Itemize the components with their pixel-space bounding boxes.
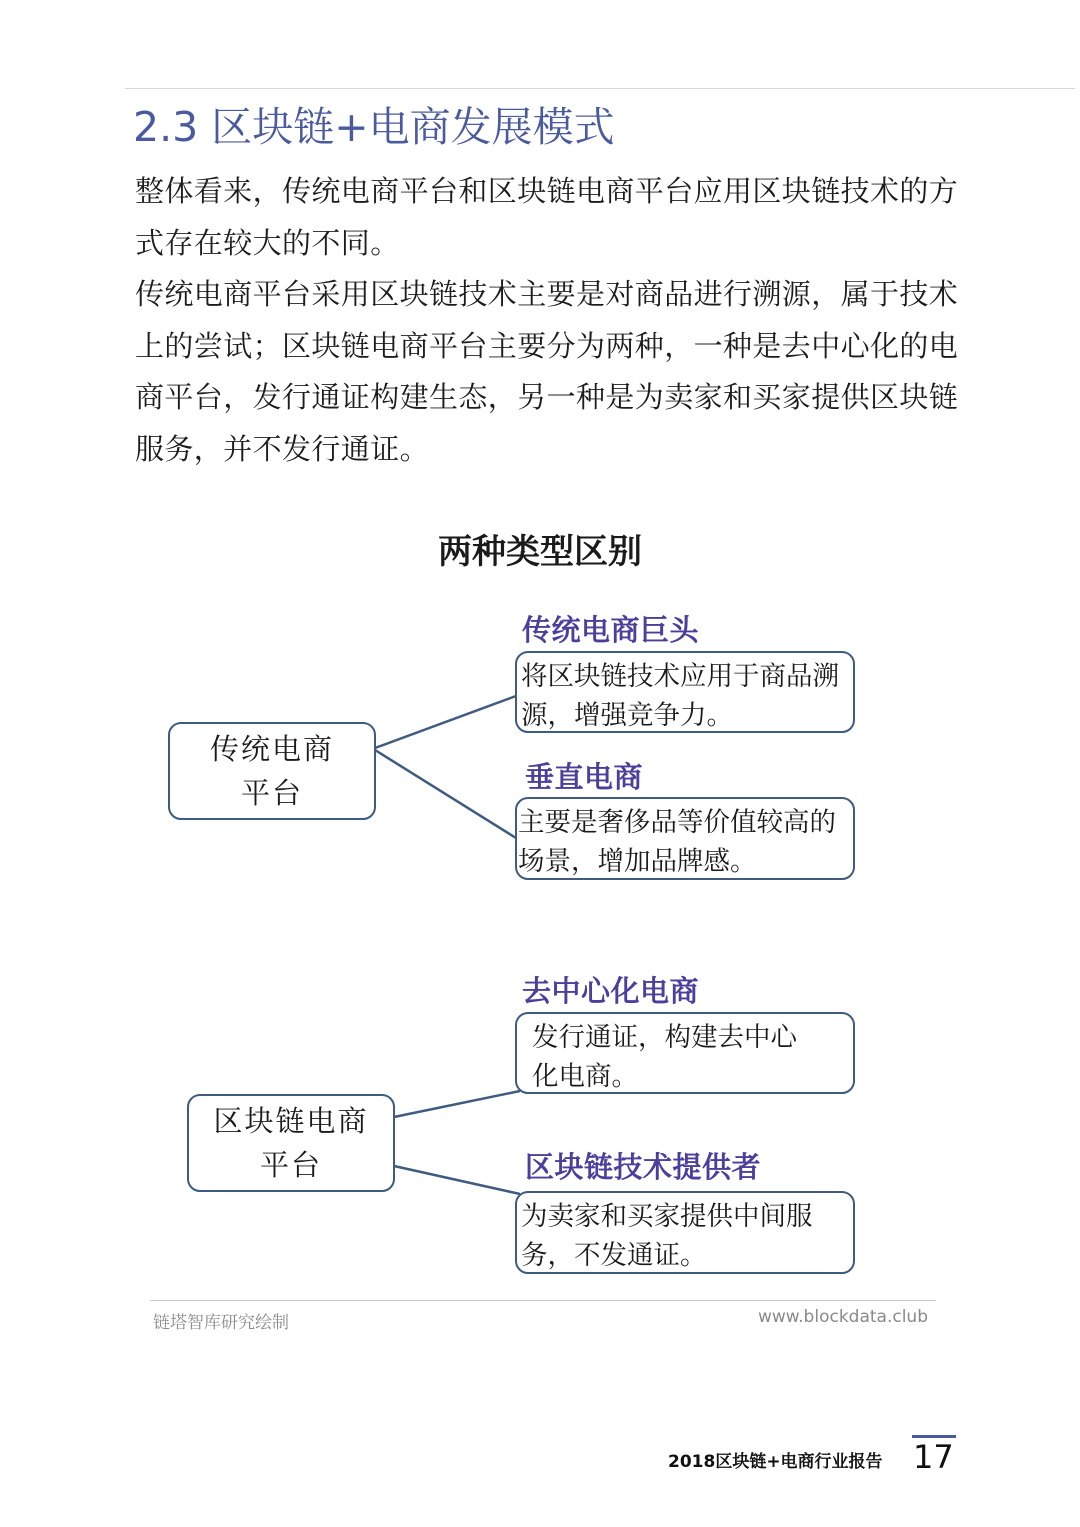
node-text: 场景，增加品牌感。 bbox=[518, 846, 757, 877]
node-traditional-platform bbox=[168, 722, 376, 820]
connector-line bbox=[375, 750, 516, 838]
connector-line bbox=[394, 1091, 520, 1117]
node-traditional-giants bbox=[515, 651, 855, 733]
page-number: 17 bbox=[913, 1438, 954, 1476]
node-text: 为卖家和买家提供中间服 bbox=[521, 1201, 813, 1232]
connector-line bbox=[375, 696, 516, 748]
report-title: 2018区块链+电商行业报告 bbox=[668, 1452, 883, 1472]
section-heading: 2.3 区块链+电商发展模式 bbox=[133, 103, 615, 151]
diagram-title: 两种类型区别 bbox=[438, 532, 642, 572]
branch-label-decentralized: 去中心化电商 bbox=[522, 974, 700, 1008]
connector-line bbox=[394, 1166, 520, 1194]
footer-rule bbox=[150, 1300, 936, 1301]
footer-source: 链塔智库研究绘制 bbox=[153, 1313, 289, 1333]
node-text: 主要是奢侈品等价值较高的 bbox=[518, 807, 836, 838]
node-tech-provider bbox=[515, 1191, 855, 1274]
branch-label-tech-provider: 区块链技术提供者 bbox=[525, 1150, 762, 1184]
node-decentralized bbox=[515, 1012, 855, 1094]
node-text: 将区块链技术应用于商品溯 bbox=[521, 661, 839, 692]
branch-label-traditional-giants: 传统电商巨头 bbox=[522, 613, 700, 647]
branch-label-vertical-ecommerce: 垂直电商 bbox=[525, 760, 644, 794]
node-label: 传统电商 bbox=[209, 732, 334, 766]
node-text: 源，增强竞争力。 bbox=[521, 700, 733, 731]
paragraph: 整体看来，传统电商平台和区块链电商平台应用区块链技术的方式存在较大的不同。 bbox=[135, 174, 959, 260]
node-label: 区块链电商 bbox=[213, 1104, 369, 1138]
paragraph: 传统电商平台采用区块链技术主要是对商品进行溯源，属于技术上的尝试；区块链电商平台主要分为两种，一种是去中心化的电商平台，发行通证构建生态，另一种是为卖家和买家提供区块链服务，并不发行通证。 bbox=[135, 277, 959, 466]
node-label: 平台 bbox=[259, 1148, 322, 1182]
node-text: 务，不发通证。 bbox=[521, 1240, 707, 1271]
node-text: 发行通证，构建去中心 bbox=[532, 1022, 797, 1053]
node-blockchain-platform bbox=[187, 1094, 395, 1192]
node-label: 平台 bbox=[240, 776, 303, 810]
footer-url: www.blockdata.club bbox=[758, 1307, 928, 1327]
node-text: 化电商。 bbox=[532, 1061, 638, 1092]
node-vertical-ecommerce bbox=[515, 797, 855, 880]
